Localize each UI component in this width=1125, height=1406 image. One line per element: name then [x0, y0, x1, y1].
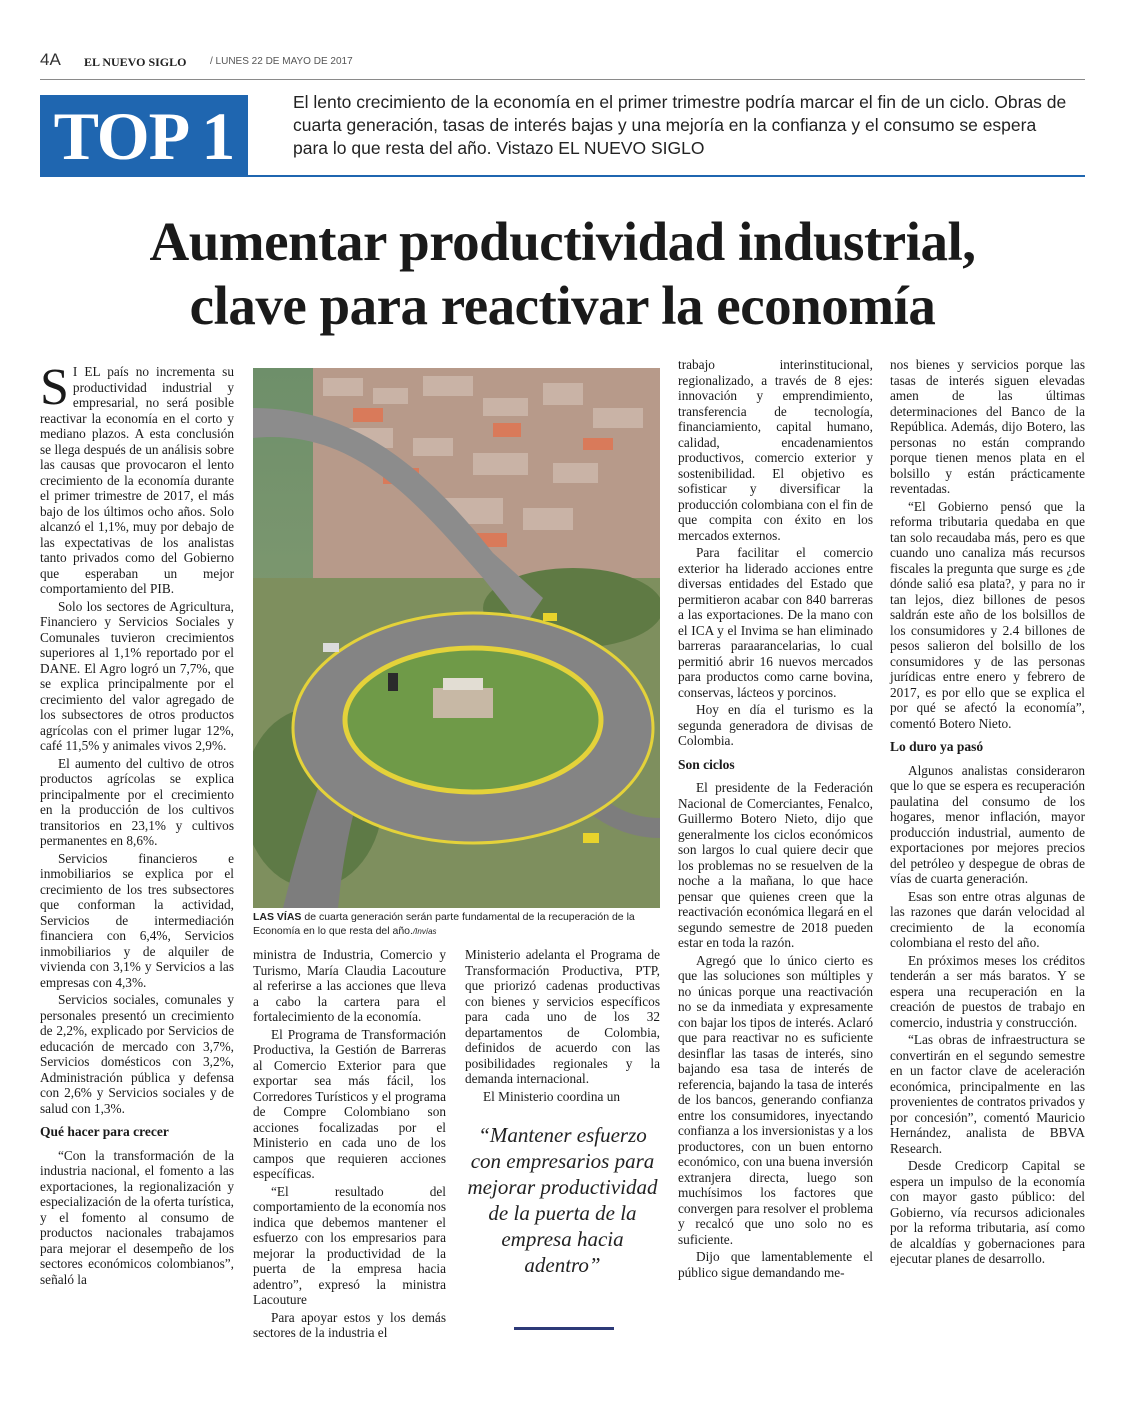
paragraph: El Ministerio coordina un	[483, 1088, 621, 1104]
paragraph: nos bienes y servicios porque las tasas de interés siguen elevadas amen de las últimas determinaciones del Banco de la República. Además, dijo Botero, las personas no están comprando porque tienen menos plata en el bolsillo y están prácticamente reventadas.	[890, 357, 1085, 496]
caption-text: de cuarta generación serán parte fundamental de la recuperación de la Economía en lo que resta del año.	[253, 911, 635, 937]
paragraph: Agregó que lo único cierto es que las soluciones son múltiples y no únicas porque una reactivación no se da inmediata y expresamente con bajar los tipos de interés. Aclaró que para reactivar no es suficiente desinflar las tasas de interés, sino bajando esa tasa de interés de referencia, bajando la tasa de interés de los bancos, generando confianza entre los consumidores, inyectando confianza a los inversionistas y a los productores, con un buen entorno económico, con una buena inversión extranjera directa, luego son muchísimos los factores que convergen para resolver el problema y recalcó que uno solo no es suficiente.	[678, 952, 873, 1247]
paragraph: Ministerio adelanta el Programa de Transformación Productiva, PTP, que priorizó cadenas productivas con bienes y servicios específicos para cada uno de los 32 departamentos de Colombia, definidos de acuerdo con las posibilidades regionales y la demanda internacional.	[465, 947, 660, 1086]
paragraph: Solo los sectores de Agricultura, Financiero y Servicios Sociales y Comunales tuvieron crecimientos superiores al 1,1% reportado por el DANE. El Agro logró un 7,7%, que se explica principalmente por el crecimiento del valor agregado de los subsectores de otros productos agrícolas con el primer lugar 12%, café 11,5% y animales vivos 2,9%.	[40, 598, 234, 753]
article-column-2	[253, 947, 446, 1343]
headline-line-1: Aumentar productividad industrial,	[149, 211, 976, 272]
paragraph: El aumento del cultivo de otros productos agrícolas se explica principalmente por el crecimiento en la producción de los cultivos transitorios en 23,1% y cultivos permanentes en 8,6%.	[40, 755, 234, 848]
subheading: Son ciclos	[678, 756, 735, 772]
article-headline	[0, 210, 1125, 338]
subheading: Qué hacer para crecer	[40, 1124, 169, 1139]
paragraph: Hoy en día el turismo es la segunda generadora de divisas de Colombia.	[678, 702, 873, 748]
paragraph: Para facilitar el comercio exterior ha liderado acciones entre diversas entidades del Estado que permitieron acabar con 840 barreras a las exportaciones. De la mano con el ICA y el Invima se han eliminado barreras paraarancelarias, lo cual permitió abrir 16 nuevos mercados para productos como carne bovina, conservas, lácteos y porcinos.	[678, 545, 873, 700]
paragraph: En próximos meses los créditos tenderán a ser más baratos. Y se espera una recuperación en la creación de puestos de trabajo en comercio, industria y construcción.	[890, 952, 1085, 1030]
paragraph: S I EL país no incrementa su productividad industrial y empresarial, no será posible reactivar la economía en el corto y mediano plazos. A esta conclusión se llega después de un análisis sobre las causas que provocaron el lento crecimiento de la economía durante el primer trimestre de 2017, el más bajo de los últimos ocho años. Solo alcanzó el 1,1%, muy por debajo de las expectativas de los analistas tanto privados como del Gobierno que esperaban un mejor comportamiento del PIB.	[40, 359, 234, 596]
photo-caption	[253, 910, 660, 939]
pull-quote: “Mantener esfuerzo con empresarios para mejorar productividad de la puerta de la empresa hacia adentro”	[467, 1123, 658, 1277]
paragraph: Algunos analistas consideraron que lo que se espera es recuperación paulatina del consumo de los hogares, menor inflación, mayor producción industrial, aumento de exportaciones por mejores precios del petróleo y despegue de obras de vías de cuarta generación.	[890, 762, 1085, 886]
article-column-5	[890, 357, 1085, 1269]
paragraph: Servicios sociales, comunales y personales presentó un crecimiento de 2,2%, explicado por Servicios de educación de mercado con 3,7%, Servicios domésticos con 3,2%, Administración pública y defensa con 2,6% y Servicios sociales y de salud con 1,3%.	[40, 992, 234, 1116]
article-column-4	[678, 357, 873, 1282]
paragraph: El presidente de la Federación Nacional de Comerciantes, Fenalco, Guillermo Botero Nieto, dijo que generalmente los ciclos económicos son largos lo cual quiere decir que los problemas no se resuelven de la noche a la mañana, lo que hace pensar que quienes creen que la reactivación económica llegará en el segundo semestre de 2018 pueden estar en toda la razón.	[678, 780, 873, 950]
publication-date: / LUNES 22 DE MAYO DE 2017	[210, 56, 353, 67]
paragraph: trabajo interinstitucional, regionalizado, a través de 8 ejes: innovación y emprendimiento, transferencia de tecnología, financiamiento, capital humano, calidad, encadenamientos productivos, comercio exterior y sostenibilidad. El objetivo es sofisticar y diversificar la producción colombiana con el fin de que compita con éxito en los mercados externos.	[678, 357, 873, 543]
paragraph: El Programa de Transformación Productiva, la Gestión de Barreras al Comercio Exterior para que exportar sea más fácil, los Corredores Turísticos y el programa de Compre Colombiano son acciones focalizadas por el Ministerio en cada uno de los campos que requieren acciones específicas.	[253, 1026, 446, 1181]
page-number: 4A	[40, 50, 61, 69]
paragraph: ministra de Industria, Comercio y Turismo, María Claudia Lacouture al referirse a las acciones que lleva a cabo la cartera para el fortalecimiento de la economía.	[253, 947, 446, 1024]
paragraph: “El Gobierno pensó que la reforma tributaria quedaba en que tan solo recaudaba más, pero es que cuando uno canaliza más recursos fiscales la pregunta que surge es ¿de dónde salió esa plata?, y para no ir tan lejos, diez billones de pesos saldrán este año de los bolsillos de los consumidores y 2.4 billones de pesos salieron del bolsillo de los consumidores y de las personas jurídicas entre enero y febrero de 2017, es por ello que se explica el por qué se afectó la economía”, comentó Botero Nieto.	[890, 498, 1085, 731]
paragraph: Para apoyar estos y los demás sectores de la industria el	[253, 1309, 446, 1340]
roundabout-aerial-photo	[253, 368, 660, 908]
paragraph: Servicios financieros e inmobiliarios se explica por el crecimiento de los tres subsectores que conforman la actividad, Servicios de intermediación financiera con 6,4%, Servicios inmobiliarios y de alquiler de vivienda con 3,1% y Servicios a las empresas con 4,3%.	[40, 850, 234, 990]
headline-line-2: clave para reactivar la economía	[189, 275, 936, 336]
photo-credit: /Invías	[412, 927, 437, 936]
pull-quote-rule	[514, 1327, 614, 1330]
roundabout-illustration	[253, 368, 660, 908]
paragraph: Dijo que lamentablemente el público sigue demandando me-	[678, 1249, 873, 1280]
paragraph: Desde Credicorp Capital se espera un impulso de la economía con mayor gasto público: del Gobierno, vía recursos adicionales por la reforma tributaria, así como de alcaldías y gobernaciones para ejecutar planes de desarrollo.	[890, 1158, 1085, 1266]
section-intro: El lento crecimiento de la economía en el primer trimestre podría marcar el fin de un ciclo. Obras de cuarta generación, tasas de interés bajas y una mejoría en la confianza y el consumo se espera para lo que resta del año. Vistazo EL NUEVO SIGLO	[293, 92, 1067, 158]
section-rule	[248, 175, 1085, 177]
paragraph: “Las obras de infraestructura se convertirán en el segundo semestre en un factor clave de aceleración económica, principalmente en las provenientes de contratos privados y por concesión”, comentó Mauricio Hernández, analista de BBVA Research.	[890, 1032, 1085, 1156]
article-column-3	[465, 947, 660, 1106]
page-header	[40, 50, 1085, 80]
paragraph: “Con la transformación de la industria nacional, el fomento a las exportaciones, la regionalización y especialización de la oferta turística, y el fomento al consumo de productos nacionales trabajamos para mejorar el desempeño de los sectores económicos colombianos”, señaló la	[40, 1147, 234, 1287]
subheading: Lo duro ya pasó	[890, 739, 984, 754]
caption-lead: LAS VÍAS	[253, 911, 302, 923]
publication-name: EL NUEVO SIGLO	[84, 55, 187, 69]
paragraph: “El resultado del comportamiento de la economía nos indica que debemos mantener el esfuerzo con los empresarios para mejorar la productividad de la puerta de la empresa hacia adentro”, expresó la ministra Lacouture	[253, 1183, 446, 1307]
paragraph: Esas son entre otras algunas de las razones que darán velocidad al crecimiento de la economía colombiana el resto del año.	[890, 888, 1085, 950]
drop-cap: S	[40, 359, 69, 416]
section-label: TOP 1	[40, 95, 248, 177]
article-column-1	[40, 359, 234, 1289]
